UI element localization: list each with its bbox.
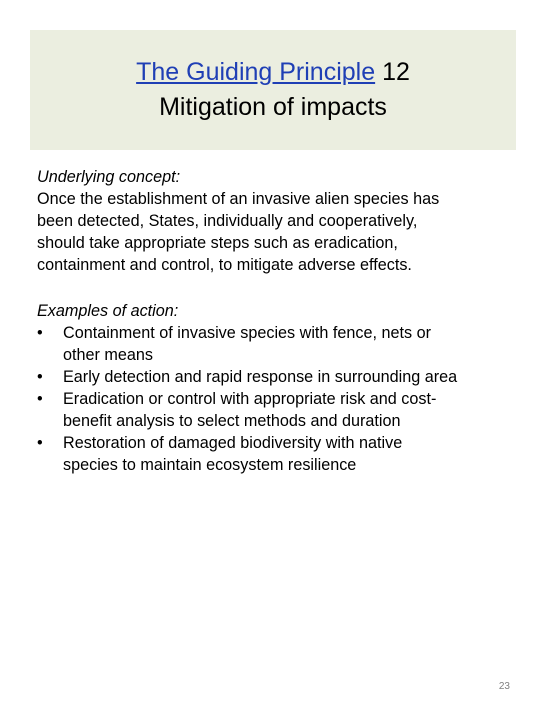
list-item-line: other means — [63, 346, 153, 364]
slide-subtitle: Mitigation of impacts — [159, 93, 387, 121]
examples-heading: Examples of action: — [37, 302, 179, 320]
paragraph-line: containment and control, to mitigate adverse effects. — [37, 256, 412, 274]
bullet-icon: • — [37, 368, 43, 386]
slide-content — [37, 166, 515, 476]
list-item-line: Restoration of damaged biodiversity with native — [63, 434, 403, 452]
paragraph-line: should take appropriate steps such as eradication, — [37, 234, 398, 252]
guiding-principle-link[interactable]: The Guiding Principle — [136, 58, 376, 86]
principle-number: 12 — [382, 58, 410, 86]
bullet-icon: • — [37, 434, 43, 452]
list-item-line: Eradication or control with appropriate risk and cost- — [63, 390, 437, 408]
bullet-icon: • — [37, 324, 43, 342]
underlying-concept-paragraph — [37, 188, 515, 276]
underlying-concept-heading: Underlying concept: — [37, 168, 181, 186]
title-line — [30, 57, 516, 87]
list-item — [37, 322, 515, 366]
title-banner — [30, 30, 516, 150]
paragraph-line: been detected, States, individually and cooperatively, — [37, 212, 418, 230]
bullet-icon: • — [37, 390, 43, 408]
list-item — [37, 366, 515, 388]
list-item — [37, 388, 515, 432]
examples-list — [37, 322, 515, 476]
list-item-line: benefit analysis to select methods and duration — [63, 412, 401, 430]
section-spacer — [37, 276, 515, 300]
paragraph-line: Once the establishment of an invasive alien species has — [37, 190, 440, 208]
list-item-line: species to maintain ecosystem resilience — [63, 456, 357, 474]
list-item-line: Early detection and rapid response in surrounding area — [63, 368, 458, 386]
page-number: 23 — [498, 681, 510, 692]
list-item — [37, 432, 515, 476]
list-item-line: Containment of invasive species with fence, nets or — [63, 324, 432, 342]
